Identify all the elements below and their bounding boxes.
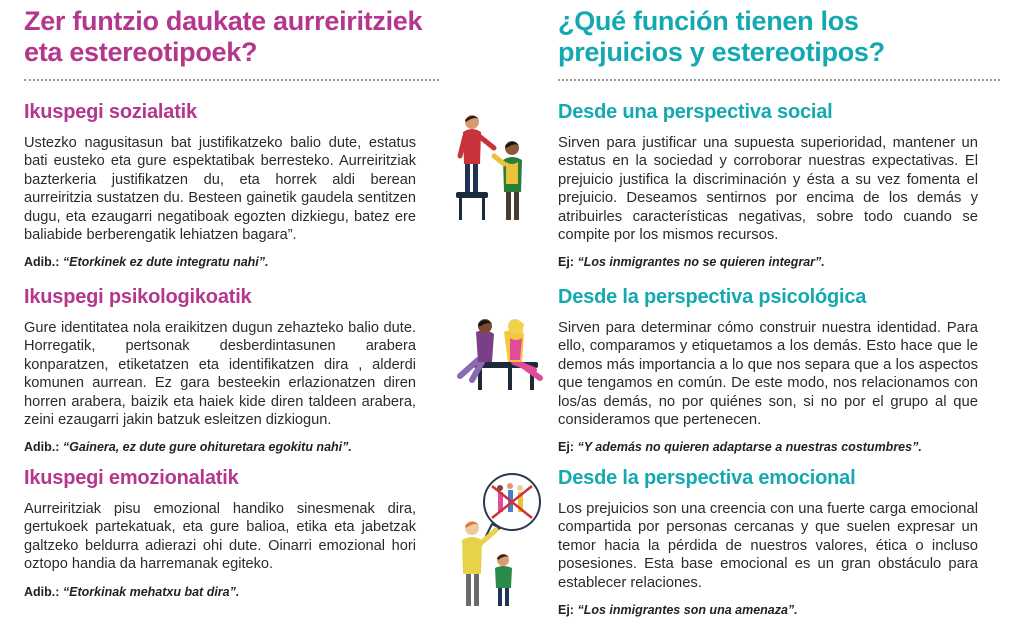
thought-bubble-icon — [484, 474, 540, 536]
basque-section-body: Gure identitatea nola eraikitzen dugun zehazteko balio dute. Horregatik, pertsonak desberdintasunen arabera konparatzen, etiketatzen eta identifikatzen dira , alderdi komunen aurrean. Ez gara besteekin erlazionatzen diren horren arabera, baizik eta haiek kide diren taldeen arabera, zeini ezaugarri jakin batzuk esleitzen dizkiogun. — [24, 320, 416, 429]
spanish-section-body: Sirven para justificar una supuesta superioridad, mantener un estatus en la sociedad y corroborar nuestras expectativas. El prejuicio justifica la discriminación y ésta a su vez fomenta el prejuicio. Deseamos sentirnos por encima de los demás y atribuirles características negativas, sobre todo cuando se compite por los mismos recursos. — [558, 135, 978, 244]
spanish-section-heading: Desde una perspectiva social — [558, 101, 833, 123]
spanish-example — [558, 439, 978, 455]
basque-section-emotional — [24, 466, 416, 600]
example-text: “Y además no quieren adaptarse a nuestras costumbres”. — [577, 440, 922, 455]
spanish-example — [558, 602, 978, 618]
example-label: Ej: — [558, 603, 574, 618]
spanish-section-body: Los prejuicios son una creencia con una fuerte carga emocional compartida por personas cercanas y que suelen expresar un temor hacia la pérdida de nuestros valores, ética o incluso posesiones. Esta base emocional es un gran obstáculo para establecer relaciones. — [558, 501, 978, 591]
basque-section-heading: Ikuspegi emozionalatik — [24, 467, 239, 489]
spanish-example — [558, 254, 978, 270]
spanish-title: ¿Qué función tienen los prejuicios y estereotipos? — [558, 6, 885, 67]
standing-person-on-stool-icon — [456, 115, 494, 220]
emotional-illustration — [452, 472, 552, 608]
example-label: Ej: — [558, 440, 574, 455]
basque-section-social — [24, 100, 416, 270]
example-label: Adib.: — [24, 584, 60, 599]
spanish-section-body: Sirven para determinar cómo construir nuestra identidad. Para ello, comparamos y etiquetamos a los demás. Esto hace que le demos más importancia a lo que nos separa que a los aspectos que tengamos en común. De este modo, nos relacionamos con los/as demás, no por quiénes son, si no por el grupo al que consideramos que pertenecen. — [558, 320, 978, 429]
spanish-section-psychological — [558, 285, 978, 455]
basque-title: Zer funtzio daukate aurreiritziek eta estereotipoek? — [24, 6, 423, 67]
basque-section-heading: Ikuspegi psikologikoatik — [24, 286, 252, 308]
spanish-divider — [558, 79, 1000, 81]
spanish-section-emotional — [558, 466, 978, 618]
basque-section-psychological — [24, 285, 416, 455]
adult-person-icon — [462, 521, 496, 606]
social-illustration — [448, 110, 534, 228]
example-text: “Los inmigrantes no se quieren integrar”. — [577, 255, 825, 270]
spanish-section-social — [558, 100, 978, 270]
example-text: “Etorkinek ez dute integratu nahi”. — [62, 255, 269, 270]
example-label: Adib.: — [24, 255, 60, 270]
basque-example — [24, 254, 416, 270]
psychological-illustration — [452, 318, 550, 392]
child-person-icon — [495, 554, 512, 606]
basque-section-heading: Ikuspegi sozialatik — [24, 101, 197, 123]
example-text: “Gainera, ez dute gure ohituretara egokitu nahi”. — [62, 440, 352, 455]
spanish-section-heading: Desde la perspectiva psicológica — [558, 286, 867, 308]
example-label: Ej: — [558, 255, 574, 270]
example-label: Adib.: — [24, 440, 60, 455]
example-text: “Los inmigrantes son una amenaza”. — [577, 603, 798, 618]
basque-example — [24, 439, 416, 455]
basque-divider — [24, 79, 439, 81]
basque-example — [24, 584, 416, 600]
smaller-person-icon — [494, 141, 522, 220]
seated-person-left-icon — [460, 319, 494, 380]
basque-section-body: Aurreiritziak pisu emozional handiko sinesmenak dira, gertukoek partekatuak, eta gure balioa, etika eta jabetzak galtzeko beldurra adierazi ohi dute. Oinarri emozional hori oztopo handia da harremanak egiteko. — [24, 501, 416, 573]
basque-section-body: Ustezko nagusitasun bat justifikatzeko balio dute, estatus bati eusteko eta gure espektatibak berresteko. Aurreiritziak bazterkeria justifikatzen du, eta horrek aldi berean aurreiritzia sustatzen du. Besteen gainetik gaudela sentitzen dugu, eta ezaugarri negatiboak egozten dizkiegu, batez ere baliabide berberengatik lehiatzen bagara”. — [24, 135, 416, 244]
spanish-section-heading: Desde la perspectiva emocional — [558, 467, 856, 489]
example-text: “Etorkinak mehatxu bat dira”. — [62, 584, 240, 599]
